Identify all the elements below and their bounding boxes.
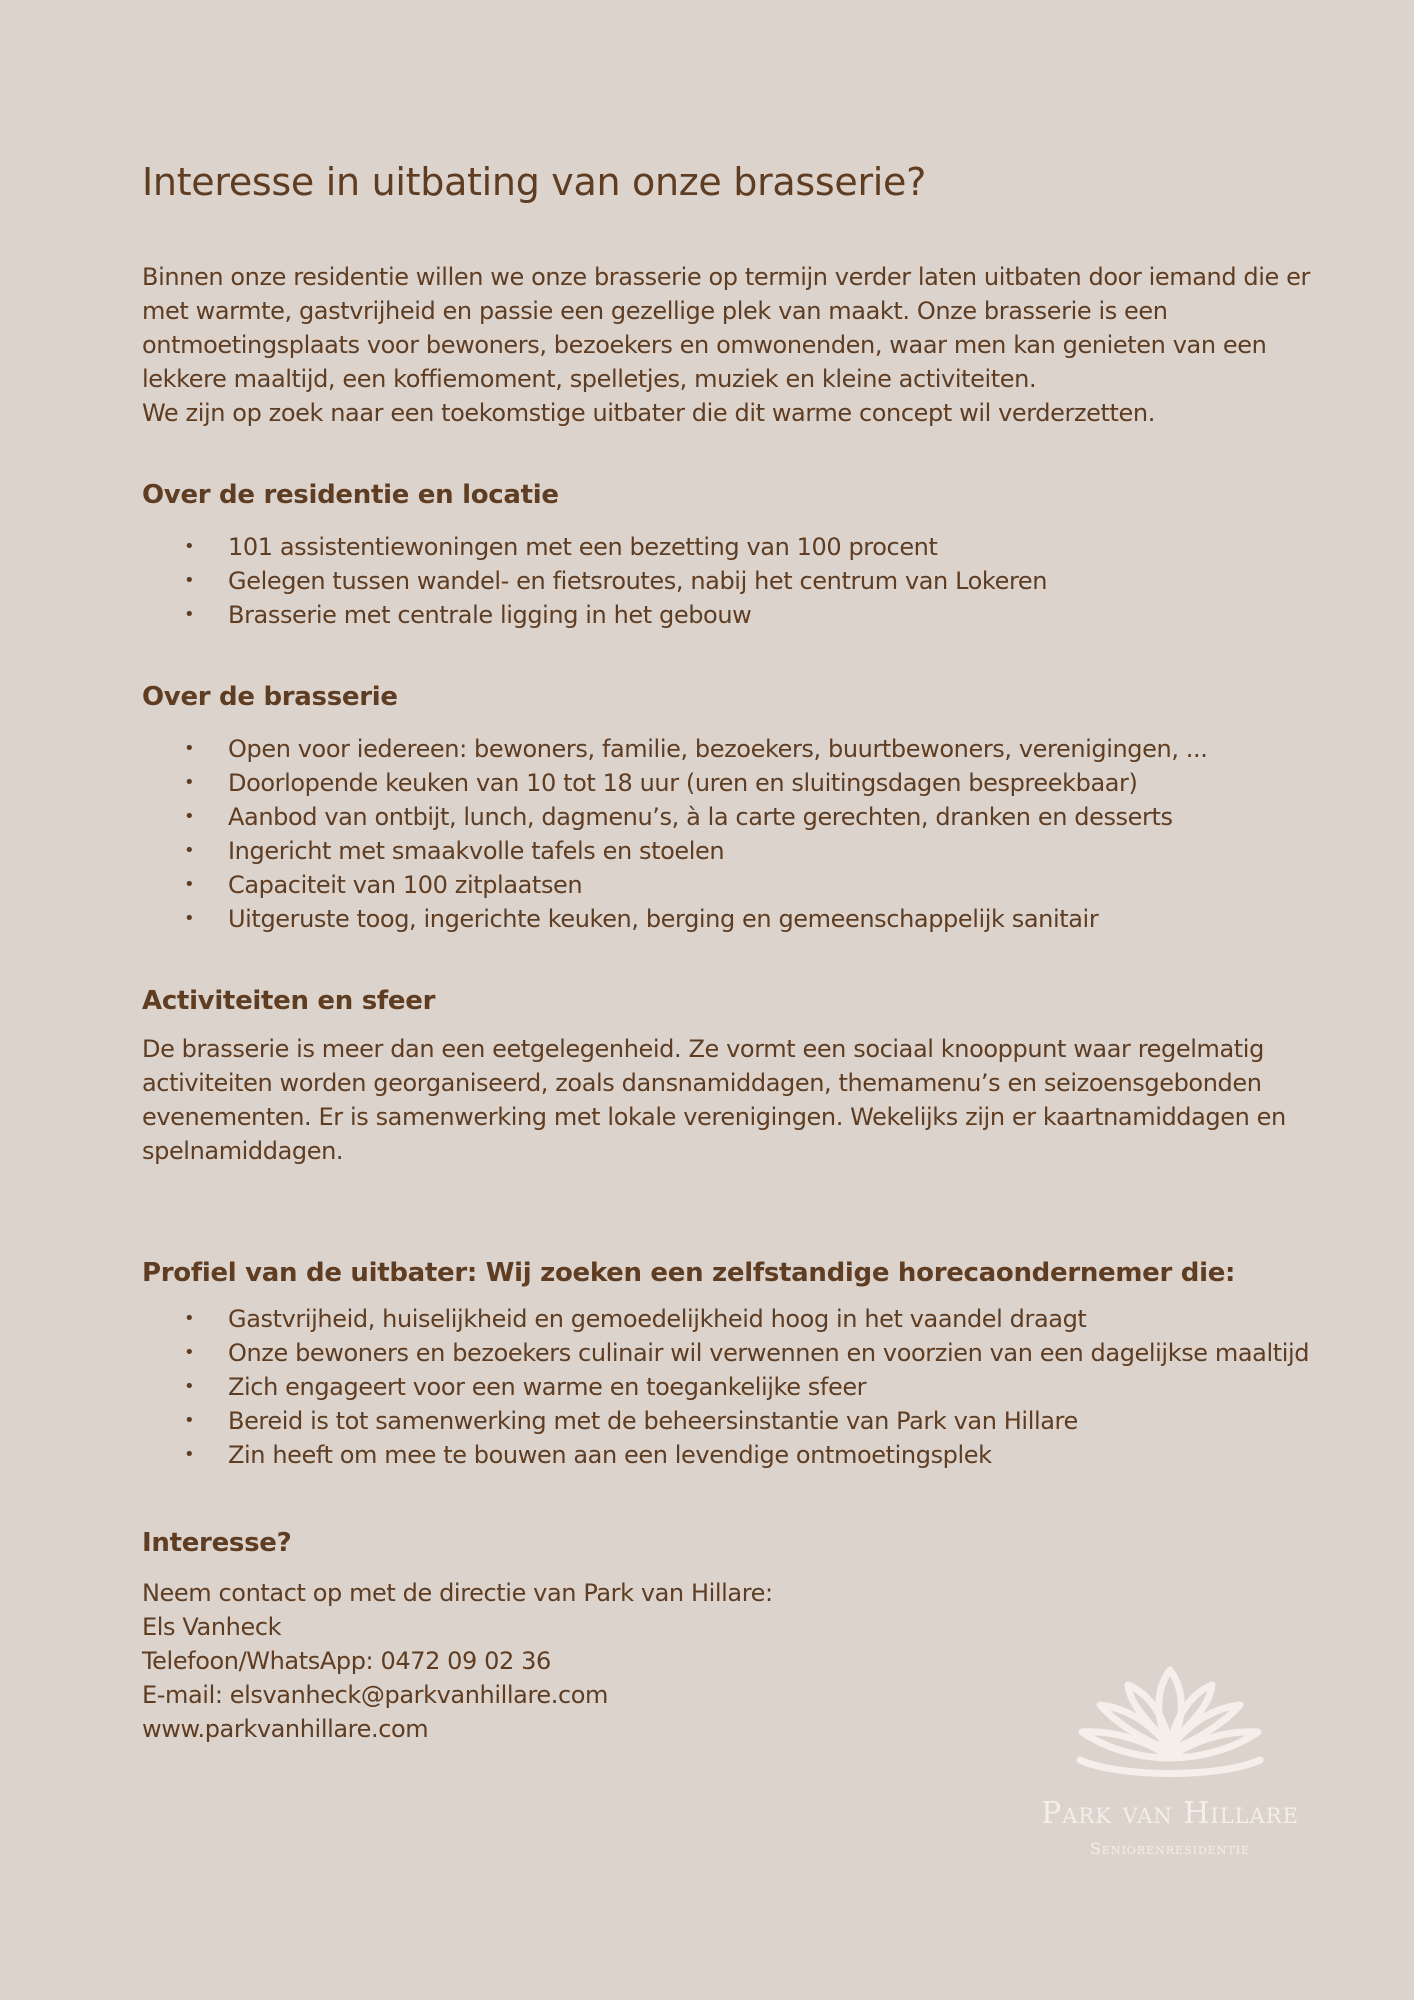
logo-subtitle: Seniorenresidentie — [1089, 1839, 1251, 1858]
profiel-heading: Profiel van de uitbater: Wij zoeken een zelfstandige horecaondernemer die: — [142, 1258, 1236, 1288]
contact-email: E-mail: elsvanheck@parkvanhillare.com — [142, 1681, 609, 1709]
activiteiten-text: De brasserie is meer dan een eetgelegenheid. Ze vormt een sociaal knooppunt waar regelmatig activiteiten worden georganiseerd, zoals dansnamiddagen, themamenu’s en seizoensgebonden evenementen. Er is samenwerking met lokale verenigingen. Wekelijks zijn er kaartnamiddagen en spelnamiddagen. — [142, 1035, 1286, 1165]
brasserie-heading: Over de brasserie — [142, 682, 398, 712]
intro-section — [142, 260, 1342, 430]
list-item: • 101 assistentiewoningen met een bezetting van 100 procent — [142, 530, 1342, 564]
list-item: • Ingericht met smaakvolle tafels en stoelen — [142, 834, 1342, 868]
intro-paragraph: We zijn op zoek naar een toekomstige uitbater die dit warme concept wil verderzetten. — [142, 399, 1155, 427]
contact-website: www.parkvanhillare.com — [142, 1715, 429, 1743]
list-item: • Gelegen tussen wandel- en fietsroutes, nabij het centrum van Lokeren — [142, 564, 1342, 598]
residentie-section — [142, 480, 1342, 632]
brasserie-list — [142, 732, 1342, 936]
residentie-heading: Over de residentie en locatie — [142, 480, 559, 510]
brasserie-section — [142, 682, 1342, 936]
list-item: • Onze bewoners en bezoekers culinair wil verwennen en voorzien van een dagelijkse maaltijd — [142, 1336, 1342, 1370]
list-item: • Open voor iedereen: bewoners, familie, bezoekers, buurtbewoners, verenigingen, ... — [142, 732, 1342, 766]
activiteiten-section — [142, 986, 1342, 1168]
list-item: • Uitgeruste toog, ingerichte keuken, berging en gemeenschappelijk sanitair — [142, 902, 1342, 936]
residentie-list — [142, 530, 1342, 632]
document-page — [142, 150, 1342, 1746]
intro-paragraph: Binnen onze residentie willen we onze brasserie op termijn verder laten uitbaten door iemand die er met warmte, gastvrijheid en passie een gezellige plek van maakt. Onze brasserie is een ontmoetingsplaats voor bewoners, bezoekers en omwonenden, waar men kan genieten van een lekkere maaltijd, een koffiemoment, spelletjes, muziek en kleine activiteiten. — [142, 263, 1310, 393]
list-item: • Gastvrijheid, huiselijkheid en gemoedelijkheid hoog in het vaandel draagt — [142, 1302, 1342, 1336]
profiel-list — [142, 1302, 1342, 1472]
lotus-icon — [1060, 1660, 1280, 1790]
contact-intro: Neem contact op met de directie van Park van Hillare: — [142, 1579, 773, 1607]
logo — [1010, 1660, 1330, 1858]
activiteiten-heading: Activiteiten en sfeer — [142, 986, 436, 1016]
logo-name: Park van Hillare — [1041, 1796, 1299, 1831]
page-title: Interesse in uitbating van onze brasserie? — [142, 160, 927, 204]
list-item: • Capaciteit van 100 zitplaatsen — [142, 868, 1342, 902]
list-item: • Brasserie met centrale ligging in het gebouw — [142, 598, 1342, 632]
contact-name: Els Vanheck — [142, 1613, 282, 1641]
list-item: • Bereid is tot samenwerking met de beheersinstantie van Park van Hillare — [142, 1404, 1342, 1438]
profiel-section — [142, 1258, 1342, 1472]
interesse-heading: Interesse? — [142, 1528, 292, 1558]
list-item: • Aanbod van ontbijt, lunch, dagmenu’s, à la carte gerechten, dranken en desserts — [142, 800, 1342, 834]
list-item: • Zich engageert voor een warme en toegankelijke sfeer — [142, 1370, 1342, 1404]
list-item: • Zin heeft om mee te bouwen aan een levendige ontmoetingsplek — [142, 1438, 1342, 1472]
list-item: • Doorlopende keuken van 10 tot 18 uur (uren en sluitingsdagen bespreekbaar) — [142, 766, 1342, 800]
contact-phone: Telefoon/WhatsApp: 0472 09 02 36 — [142, 1647, 551, 1675]
